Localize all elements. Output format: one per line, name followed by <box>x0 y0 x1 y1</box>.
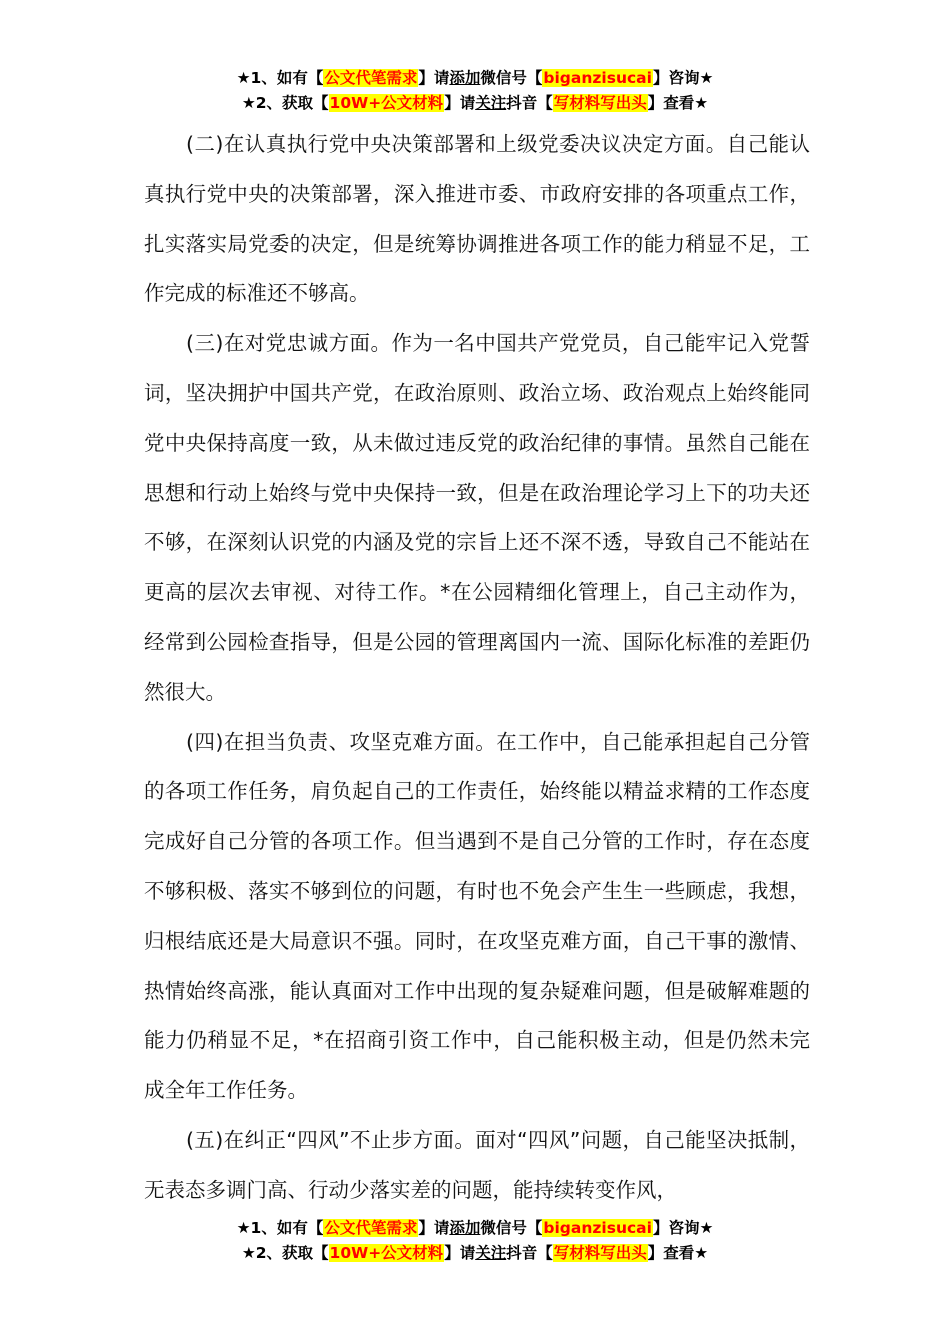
banner-text: ★2、获取【 <box>241 94 329 112</box>
banner-line-2 <box>0 1241 950 1266</box>
banner-highlight: 写材料写出头 <box>553 1244 647 1262</box>
banner-underlined: 关注 <box>475 94 507 112</box>
banner-highlight: biganzisucai <box>543 1219 652 1237</box>
header-banner <box>0 66 950 116</box>
banner-text: 微信号【 <box>480 69 543 87</box>
banner-highlight: 10W+公文材料 <box>329 94 444 112</box>
banner-line-2 <box>0 91 950 116</box>
paragraph-2: (二)在认真执行党中央决策部署和上级党委决议决定方面。自己能认真执行党中央的决策部署，深入推进市委、市政府安排的各项重点工作，扎实落实局党委的决定，但是统筹协调推进各项工作的能力稍显不足，工作完成的标准还不够高。 <box>144 132 810 306</box>
banner-line-1 <box>0 1216 950 1241</box>
banner-highlight: 公文代笔需求 <box>324 1219 418 1237</box>
banner-underlined: 添加 <box>449 1219 481 1237</box>
banner-text: 】请 <box>418 69 450 87</box>
banner-text: ★1、如有【 <box>236 1219 324 1237</box>
banner-text: 】查看★ <box>647 94 709 112</box>
banner-text: 】请 <box>418 1219 450 1237</box>
banner-underlined: 添加 <box>449 69 481 87</box>
banner-highlight: 公文代笔需求 <box>324 69 418 87</box>
banner-text: ★1、如有【 <box>236 69 324 87</box>
banner-text: 】查看★ <box>647 1244 709 1262</box>
paragraph-4: (四)在担当负责、攻坚克难方面。在工作中，自己能承担起自己分管的各项工作任务，肩负起自己的工作责任，始终能以精益求精的工作态度完成好自己分管的各项工作。但当遇到不是自己分管的工作时，存在态度不够积极、落实不够到位的问题，有时也不免会产生生一些顾虑，我想，归根结底还是大局意识不强。同时，在攻坚克难方面，自己干事的激情、热情始终高涨，能认真面对工作中出现的复杂疑难问题，但是破解难题的能力仍稍显不足，*在招商引资工作中，自己能积极主动，但是仍然未完成全年工作任务。 <box>144 729 810 1103</box>
banner-text: 微信号【 <box>480 1219 543 1237</box>
banner-underlined: 关注 <box>475 1244 507 1262</box>
paragraph-3: (三)在对党忠诚方面。作为一名中国共产党党员，自己能牢记入党誓词，坚决拥护中国共产党，在政治原则、政治立场、政治观点上始终能同党中央保持高度一致，从未做过违反党的政治纪律的事情。虽然自己能在思想和行动上始终与党中央保持一致，但是在政治理论学习上下的功夫还不够，在深刻认识党的内涵及党的宗旨上还不深不透，导致自己不能站在更高的层次去审视、对待工作。*在公园精细化管理上，自己主动作为，经常到公园检查指导，但是公园的管理离国内一流、国际化标准的差距仍然很大。 <box>144 331 810 704</box>
banner-highlight: 写材料写出头 <box>553 94 647 112</box>
banner-text: 】请 <box>444 94 476 112</box>
banner-text: 】咨询★ <box>652 69 714 87</box>
banner-highlight: biganzisucai <box>543 69 652 87</box>
banner-text: ★2、获取【 <box>241 1244 329 1262</box>
banner-text: 】请 <box>444 1244 476 1262</box>
paragraph-5: (五)在纠正“四风”不止步方面。面对“四风”问题，自己能坚决抵制，无表态多调门高、行动少落实差的问题，能持续转变作风， <box>144 1127 810 1202</box>
banner-text: 抖音【 <box>506 1244 553 1262</box>
banner-line-1 <box>0 66 950 91</box>
footer-banner <box>0 1216 950 1266</box>
banner-text: 抖音【 <box>506 94 553 112</box>
banner-highlight: 10W+公文材料 <box>329 1244 444 1262</box>
banner-text: 】咨询★ <box>652 1219 714 1237</box>
document-body <box>144 120 810 1216</box>
